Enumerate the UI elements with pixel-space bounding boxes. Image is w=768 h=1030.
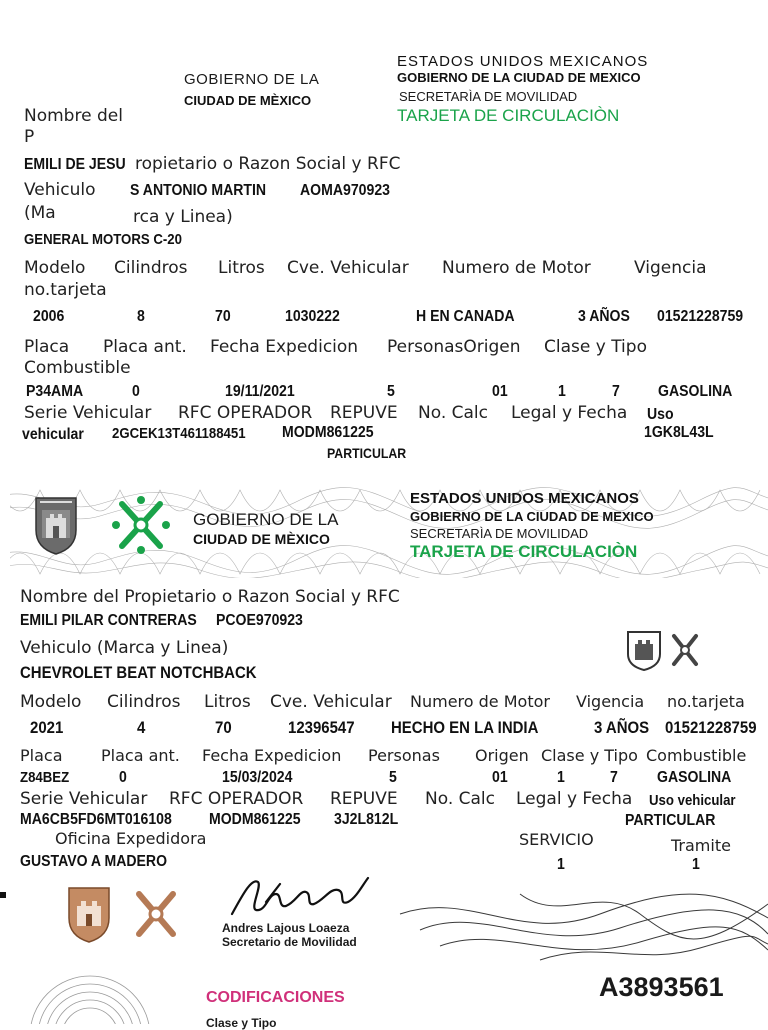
top-vehicle: GENERAL MOTORS C-20: [24, 231, 182, 248]
label-nocalc: No. Calc: [425, 789, 495, 809]
header-government: GOBIERNO DE LA CIUDAD DE MEXICO: [410, 509, 654, 524]
clase-tipo-label: Clase y Tipo: [206, 1016, 277, 1030]
signature-band: [0, 884, 768, 966]
placa: Z84BEZ: [20, 769, 70, 786]
top-label-personas-origen: PersonasOrigen: [387, 337, 521, 357]
top-uso: PARTICULAR: [327, 445, 407, 461]
repuve: 3J2L812L: [334, 811, 399, 828]
small-coat-of-arms-icon: [626, 630, 662, 672]
litros: 70: [215, 718, 232, 737]
folio-number: A3893561: [599, 972, 724, 1002]
top-label-owner-b: P: [24, 127, 35, 147]
rfc-operador: MODM861225: [209, 811, 301, 828]
top-repuve: 1GK8L43L: [644, 424, 714, 441]
owner-rfc: PCOE970923: [216, 612, 303, 629]
top-origen: 01: [492, 383, 508, 400]
top-gob-line2: CIUDAD DE MÈXICO: [184, 93, 312, 108]
top-placa-ant: 0: [132, 383, 140, 400]
cve-vehicular: 12396547: [288, 718, 355, 737]
top-label-rfc-operador: RFC OPERADOR: [178, 403, 313, 423]
top-label-owner-a: Nombre del: [24, 106, 123, 126]
personas: 5: [389, 769, 397, 786]
top-header-secretaria: SECRETARÌA DE MOVILIDAD: [399, 89, 578, 104]
signer-title: Secretario de Movilidad: [222, 935, 357, 949]
bottom-seal-pattern: [0, 966, 170, 1024]
top-cve: 1030222: [285, 308, 340, 325]
label-placa: Placa: [20, 746, 63, 765]
vigencia: 3 AÑOS: [594, 718, 650, 737]
top-combustible: GASOLINA: [658, 383, 733, 400]
top-label-placa: Placa: [24, 337, 70, 357]
gob-line1: GOBIERNO DE LA: [193, 510, 339, 529]
top-label-clase: Clase y Tipo: [544, 337, 647, 357]
top-gob-line1: GOBIERNO DE LA: [184, 71, 320, 88]
top-label-vehicular: vehicular: [22, 426, 84, 443]
top-header-tarjeta: TARJETA DE CIRCULACIÒN: [397, 106, 620, 125]
small-cdmx-logo-icon: [668, 630, 702, 670]
top-header-country: ESTADOS UNIDOS MEXICANOS: [397, 53, 649, 70]
label-litros: Litros: [204, 692, 251, 712]
label-oficina: Oficina Expedidora: [55, 829, 207, 848]
top-header-government: GOBIERNO DE LA CIUDAD DE MEXICO: [397, 70, 641, 85]
label-repuve: REPUVE: [330, 789, 398, 809]
top-notarjeta: 01521228759: [657, 308, 744, 325]
top-serie: 2GCEK13T461188451: [112, 425, 246, 442]
handwritten-signature: [226, 872, 371, 922]
label-personas: Personas: [368, 746, 440, 765]
oficina: GUSTAVO A MADERO: [20, 853, 168, 870]
label-combustible: Combustible: [646, 746, 747, 765]
top-label-vehicle-a: Vehiculo: [24, 180, 96, 200]
top-motor: H EN CANADA: [416, 308, 515, 325]
header-secretaria: SECRETARÌA DE MOVILIDAD: [410, 526, 589, 541]
copper-cdmx-logo-icon: [130, 884, 182, 944]
top-fecha: 19/11/2021: [225, 383, 295, 400]
cdmx-logo-icon: [112, 494, 170, 556]
top-tipo: 7: [612, 383, 620, 400]
vehicle-name: CHEVROLET BEAT NOTCHBACK: [20, 663, 257, 682]
top-label-vehicle-c: rca y Linea): [133, 207, 233, 227]
top-label-owner-c: ropietario o Razon Social y RFC: [135, 154, 401, 174]
label-notarjeta: no.tarjeta: [667, 692, 745, 711]
label-placa-ant: Placa ant.: [101, 746, 180, 765]
fecha-expedicion: 15/03/2024: [222, 769, 293, 786]
label-fecha-expedicion: Fecha Expedicion: [202, 746, 342, 765]
label-cve-vehicular: Cve. Vehicular: [270, 692, 392, 712]
top-label-cve: Cve. Vehicular: [287, 258, 409, 278]
label-modelo: Modelo: [20, 692, 82, 712]
header-tarjeta: TARJETA DE CIRCULACIÒN: [410, 542, 638, 561]
top-label-vigencia: Vigencia: [634, 258, 707, 278]
top-owner-name-2: S ANTONIO MARTIN: [130, 182, 267, 199]
top-label-modelo: Modelo: [24, 258, 86, 278]
owner-name: EMILI PILAR CONTRERAS: [20, 612, 197, 629]
origen: 01: [492, 769, 508, 786]
placa-ant: 0: [119, 769, 127, 786]
top-label-fecha: Fecha Expedicion: [210, 337, 359, 357]
top-vigencia: 3 AÑOS: [578, 308, 630, 325]
signer-name: Andres Lajous Loaeza: [222, 921, 350, 935]
tramite: 1: [692, 856, 700, 873]
header-country: ESTADOS UNIDOS MEXICANOS: [410, 490, 639, 507]
clase: 1: [557, 769, 565, 786]
top-label-serie: Serie Vehicular: [24, 403, 152, 423]
top-label-cilindros: Cilindros: [114, 258, 188, 278]
top-label-litros: Litros: [218, 258, 265, 278]
coat-of-arms-icon: [32, 496, 80, 556]
label-owner: Nombre del Propietario o Razon Social y RFC: [20, 587, 400, 607]
top-label-notarjeta: no.tarjeta: [24, 280, 107, 300]
label-numero-motor: Numero de Motor: [410, 692, 550, 711]
top-cilindros: 8: [137, 308, 145, 325]
top-label-repuve: REPUVE: [330, 403, 398, 423]
label-vigencia: Vigencia: [576, 692, 645, 711]
uso: PARTICULAR: [625, 812, 716, 829]
copper-coat-of-arms-icon: [66, 886, 112, 944]
top-label-combustible: Combustible: [24, 358, 131, 378]
top-label-vehicle-b: (Ma: [24, 203, 56, 223]
codificaciones-title: CODIFICACIONES: [206, 989, 345, 1006]
label-rfc-operador: RFC OPERADOR: [169, 789, 304, 809]
top-rfc: AOMA970923: [300, 182, 391, 199]
notarjeta: 01521228759: [665, 718, 757, 737]
combustible: GASOLINA: [657, 769, 732, 786]
tipo: 7: [610, 769, 618, 786]
top-owner-name: EMILI DE JESU: [24, 156, 126, 173]
top-label-nocalc: No. Calc: [418, 403, 488, 423]
label-cilindros: Cilindros: [107, 692, 181, 712]
modelo: 2021: [30, 718, 64, 737]
serie: MA6CB5FD6MT016108: [20, 811, 172, 828]
top-personas: 5: [387, 383, 395, 400]
cilindros: 4: [137, 718, 146, 737]
top-modelo: 2006: [33, 308, 65, 325]
label-vehicle: Vehiculo (Marca y Linea): [20, 638, 229, 658]
top-rfc-operador: MODM861225: [282, 424, 374, 441]
top-litros: 70: [215, 308, 231, 325]
top-label-legal: Legal y Fecha: [511, 403, 628, 423]
numero-motor: HECHO EN LA INDIA: [391, 718, 539, 737]
top-label-motor: Numero de Motor: [442, 258, 591, 278]
top-label-uso: Uso: [647, 406, 674, 423]
gob-line2: CIUDAD DE MÈXICO: [193, 531, 330, 547]
label-origen: Origen: [475, 746, 529, 765]
servicio: 1: [557, 856, 565, 873]
top-clase: 1: [558, 383, 566, 400]
label-servicio: SERVICIO: [519, 830, 594, 849]
label-tramite: Tramite: [671, 836, 731, 855]
label-legal-fecha: Legal y Fecha: [516, 789, 633, 809]
label-clase-tipo: Clase y Tipo: [541, 746, 638, 765]
label-uso-vehicular: Uso vehicular: [649, 792, 736, 809]
top-label-placa-ant: Placa ant.: [103, 337, 187, 357]
top-placa: P34AMA: [26, 383, 84, 400]
label-serie: Serie Vehicular: [20, 789, 148, 809]
